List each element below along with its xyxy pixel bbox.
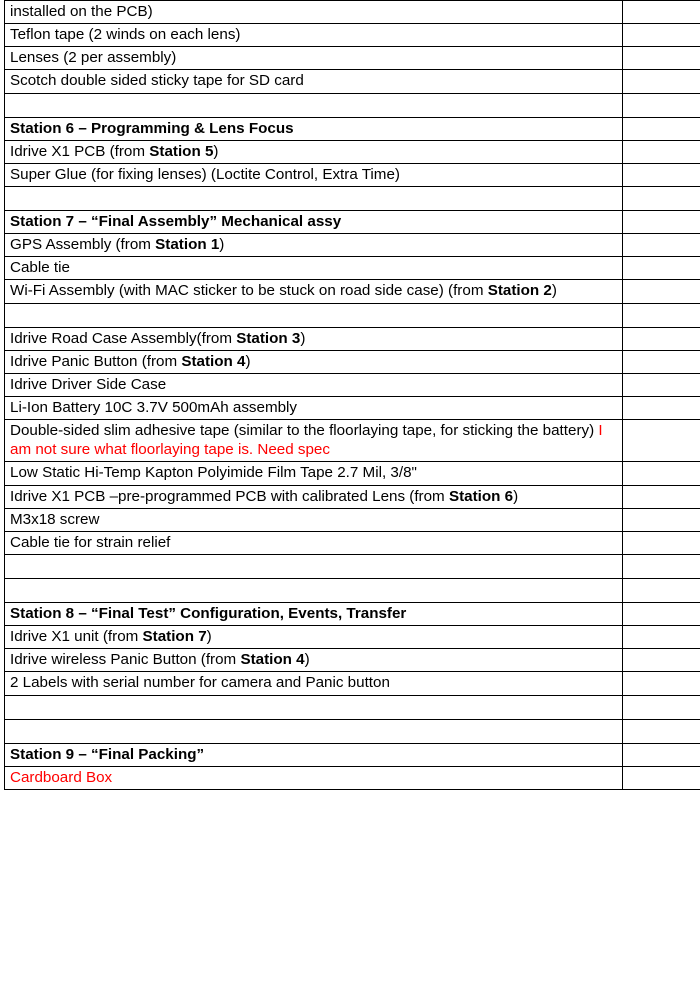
table-row xyxy=(5,93,700,117)
quantity-cell xyxy=(623,234,700,257)
cell-text-segment: ) xyxy=(213,142,219,160)
cell-text-segment: Wi-Fi Assembly (with MAC sticker to be stuck on road side case) (from xyxy=(10,282,488,300)
row-cable-tie xyxy=(5,257,623,280)
row-labels xyxy=(5,672,623,695)
row-preprogrammed-pcb xyxy=(5,485,623,508)
table-row xyxy=(5,234,700,257)
quantity-cell xyxy=(623,602,700,625)
quantity-cell xyxy=(623,186,700,210)
table-row xyxy=(5,672,700,695)
table-row xyxy=(5,626,700,649)
row-pcb-installed xyxy=(5,1,623,24)
quantity-cell xyxy=(623,24,700,47)
cell-text-segment: ) xyxy=(513,487,519,505)
table-row xyxy=(5,766,700,789)
cell-text-segment: Super Glue (for fixing lenses) (Loctite Control, Extra Time) xyxy=(10,165,400,183)
cell-text-segment: Idrive wireless Panic Button (from xyxy=(10,651,241,669)
row-scotch-tape xyxy=(5,70,623,93)
cell-text-segment: Lenses (2 per assembly) xyxy=(10,49,177,67)
quantity-cell xyxy=(623,766,700,789)
quantity-cell xyxy=(623,373,700,396)
quantity-cell xyxy=(623,554,700,578)
quantity-cell xyxy=(623,350,700,373)
cell-text-segment: I am not sure what floorlaying tape is. Need spec xyxy=(10,422,603,459)
row-panic-button-st4 xyxy=(5,350,623,373)
row-blank-5 xyxy=(5,578,623,602)
row-idrive-x1-pcb-st5 xyxy=(5,140,623,163)
quantity-cell xyxy=(623,257,700,280)
table-row xyxy=(5,24,700,47)
cell-text-segment: Cable tie for strain relief xyxy=(10,533,171,551)
quantity-cell xyxy=(623,140,700,163)
row-wifi-assembly xyxy=(5,280,623,303)
row-blank-7 xyxy=(5,719,623,743)
row-adhesive-tape xyxy=(5,420,623,462)
cell-text-segment: M3x18 screw xyxy=(10,510,100,528)
cell-text-segment: Station 7 xyxy=(142,628,207,646)
row-kapton-tape xyxy=(5,462,623,485)
row-road-case-assembly xyxy=(5,327,623,350)
table-row xyxy=(5,163,700,186)
table-row xyxy=(5,396,700,419)
quantity-cell xyxy=(623,117,700,140)
table-row xyxy=(5,602,700,625)
quantity-cell xyxy=(623,626,700,649)
cell-text-segment: Station 7 – “Final Assembly” Mechanical assy xyxy=(10,212,342,230)
table-row xyxy=(5,578,700,602)
cell-text-segment: Double-sided slim adhesive tape (similar to the floorlaying tape, for sticking the battery) xyxy=(10,422,599,440)
table-row xyxy=(5,210,700,233)
table-row xyxy=(5,140,700,163)
cell-text-segment: Station 9 – “Final Packing” xyxy=(10,745,205,763)
quantity-cell xyxy=(623,93,700,117)
quantity-cell xyxy=(623,578,700,602)
cell-text-segment: Station 4 xyxy=(181,352,246,370)
table-row xyxy=(5,257,700,280)
quantity-cell xyxy=(623,485,700,508)
cell-text-segment: Idrive X1 PCB –pre-programmed PCB with calibrated Lens (from xyxy=(10,487,449,505)
row-station-8 xyxy=(5,602,623,625)
cell-text-segment: Low Static Hi-Temp Kapton Polyimide Film Tape 2.7 Mil, 3/8" xyxy=(10,464,417,482)
cell-text-segment: ) xyxy=(219,236,225,254)
row-station-9 xyxy=(5,743,623,766)
table-row xyxy=(5,373,700,396)
row-wireless-panic-st4 xyxy=(5,649,623,672)
row-blank-6 xyxy=(5,695,623,719)
cell-text-segment: ) xyxy=(304,651,310,669)
table-row xyxy=(5,485,700,508)
cell-text-segment: Station 2 xyxy=(487,282,552,300)
row-blank-1 xyxy=(5,93,623,117)
cell-text-segment: 2 Labels with serial number for camera and Panic button xyxy=(10,674,390,692)
cell-text-segment: Idrive X1 PCB (from xyxy=(10,142,150,160)
table-row xyxy=(5,719,700,743)
row-station-7 xyxy=(5,210,623,233)
quantity-cell xyxy=(623,1,700,24)
table-row xyxy=(5,327,700,350)
cell-text-segment: ) xyxy=(245,352,251,370)
quantity-cell xyxy=(623,649,700,672)
row-station-6 xyxy=(5,117,623,140)
cell-text-segment: Idrive X1 unit (from xyxy=(10,628,143,646)
row-super-glue xyxy=(5,163,623,186)
row-cardboard-box xyxy=(5,766,623,789)
cell-text-segment: GPS Assembly (from xyxy=(10,236,156,254)
bill-of-materials-table xyxy=(4,0,700,790)
cell-text-segment: Teflon tape (2 winds on each lens) xyxy=(10,26,241,44)
table-row xyxy=(5,508,700,531)
cell-text-segment: Cardboard Box xyxy=(10,768,113,786)
quantity-cell xyxy=(623,70,700,93)
table-row xyxy=(5,303,700,327)
quantity-cell xyxy=(623,396,700,419)
quantity-cell xyxy=(623,531,700,554)
row-teflon-tape xyxy=(5,24,623,47)
row-driver-side-case xyxy=(5,373,623,396)
cell-text-segment: Station 5 xyxy=(149,142,214,160)
cell-text-segment: Station 4 xyxy=(240,651,305,669)
quantity-cell xyxy=(623,462,700,485)
table-row xyxy=(5,462,700,485)
cell-text-segment: Station 3 xyxy=(236,329,301,347)
quantity-cell xyxy=(623,47,700,70)
cell-text-segment: ) xyxy=(300,329,306,347)
table-row xyxy=(5,280,700,303)
table-row xyxy=(5,695,700,719)
table-row xyxy=(5,649,700,672)
table-row xyxy=(5,350,700,373)
cell-text-segment: Cable tie xyxy=(10,259,70,277)
table-body xyxy=(5,1,700,790)
quantity-cell xyxy=(623,280,700,303)
cell-text-segment: Station 6 – Programming & Lens Focus xyxy=(10,119,294,137)
row-x1-unit-st7 xyxy=(5,626,623,649)
quantity-cell xyxy=(623,695,700,719)
row-battery xyxy=(5,396,623,419)
cell-text-segment: ) xyxy=(551,282,557,300)
table-row xyxy=(5,531,700,554)
quantity-cell xyxy=(623,163,700,186)
cell-text-segment: Scotch double sided sticky tape for SD card xyxy=(10,72,304,90)
table-row xyxy=(5,554,700,578)
table-row xyxy=(5,1,700,24)
row-cable-tie-strain xyxy=(5,531,623,554)
cell-text-segment: Station 6 xyxy=(448,487,514,505)
table-row xyxy=(5,743,700,766)
row-lenses xyxy=(5,47,623,70)
quantity-cell xyxy=(623,672,700,695)
row-blank-3 xyxy=(5,303,623,327)
quantity-cell xyxy=(623,743,700,766)
quantity-cell xyxy=(623,719,700,743)
cell-text-segment: ) xyxy=(206,628,212,646)
cell-text-segment: Station 1 xyxy=(155,236,220,254)
cell-text-segment: Idrive Panic Button (from xyxy=(10,352,182,370)
table-row xyxy=(5,117,700,140)
quantity-cell xyxy=(623,508,700,531)
cell-text-segment: Idrive Road Case Assembly(from xyxy=(10,329,237,347)
cell-text-segment: installed on the PCB) xyxy=(10,3,153,20)
quantity-cell xyxy=(623,327,700,350)
row-blank-2 xyxy=(5,186,623,210)
quantity-cell xyxy=(623,303,700,327)
cell-text-segment: Station 8 – “Final Test” Configuration, Events, Transfer xyxy=(10,604,407,622)
row-blank-4 xyxy=(5,554,623,578)
table-row xyxy=(5,186,700,210)
cell-text-segment: Idrive Driver Side Case xyxy=(10,375,167,393)
table-row xyxy=(5,47,700,70)
quantity-cell xyxy=(623,420,700,462)
table-row xyxy=(5,420,700,462)
row-gps-assembly xyxy=(5,234,623,257)
quantity-cell xyxy=(623,210,700,233)
cell-text-segment: Li-Ion Battery 10C 3.7V 500mAh assembly xyxy=(10,398,298,416)
row-m3x18-screw xyxy=(5,508,623,531)
table-row xyxy=(5,70,700,93)
